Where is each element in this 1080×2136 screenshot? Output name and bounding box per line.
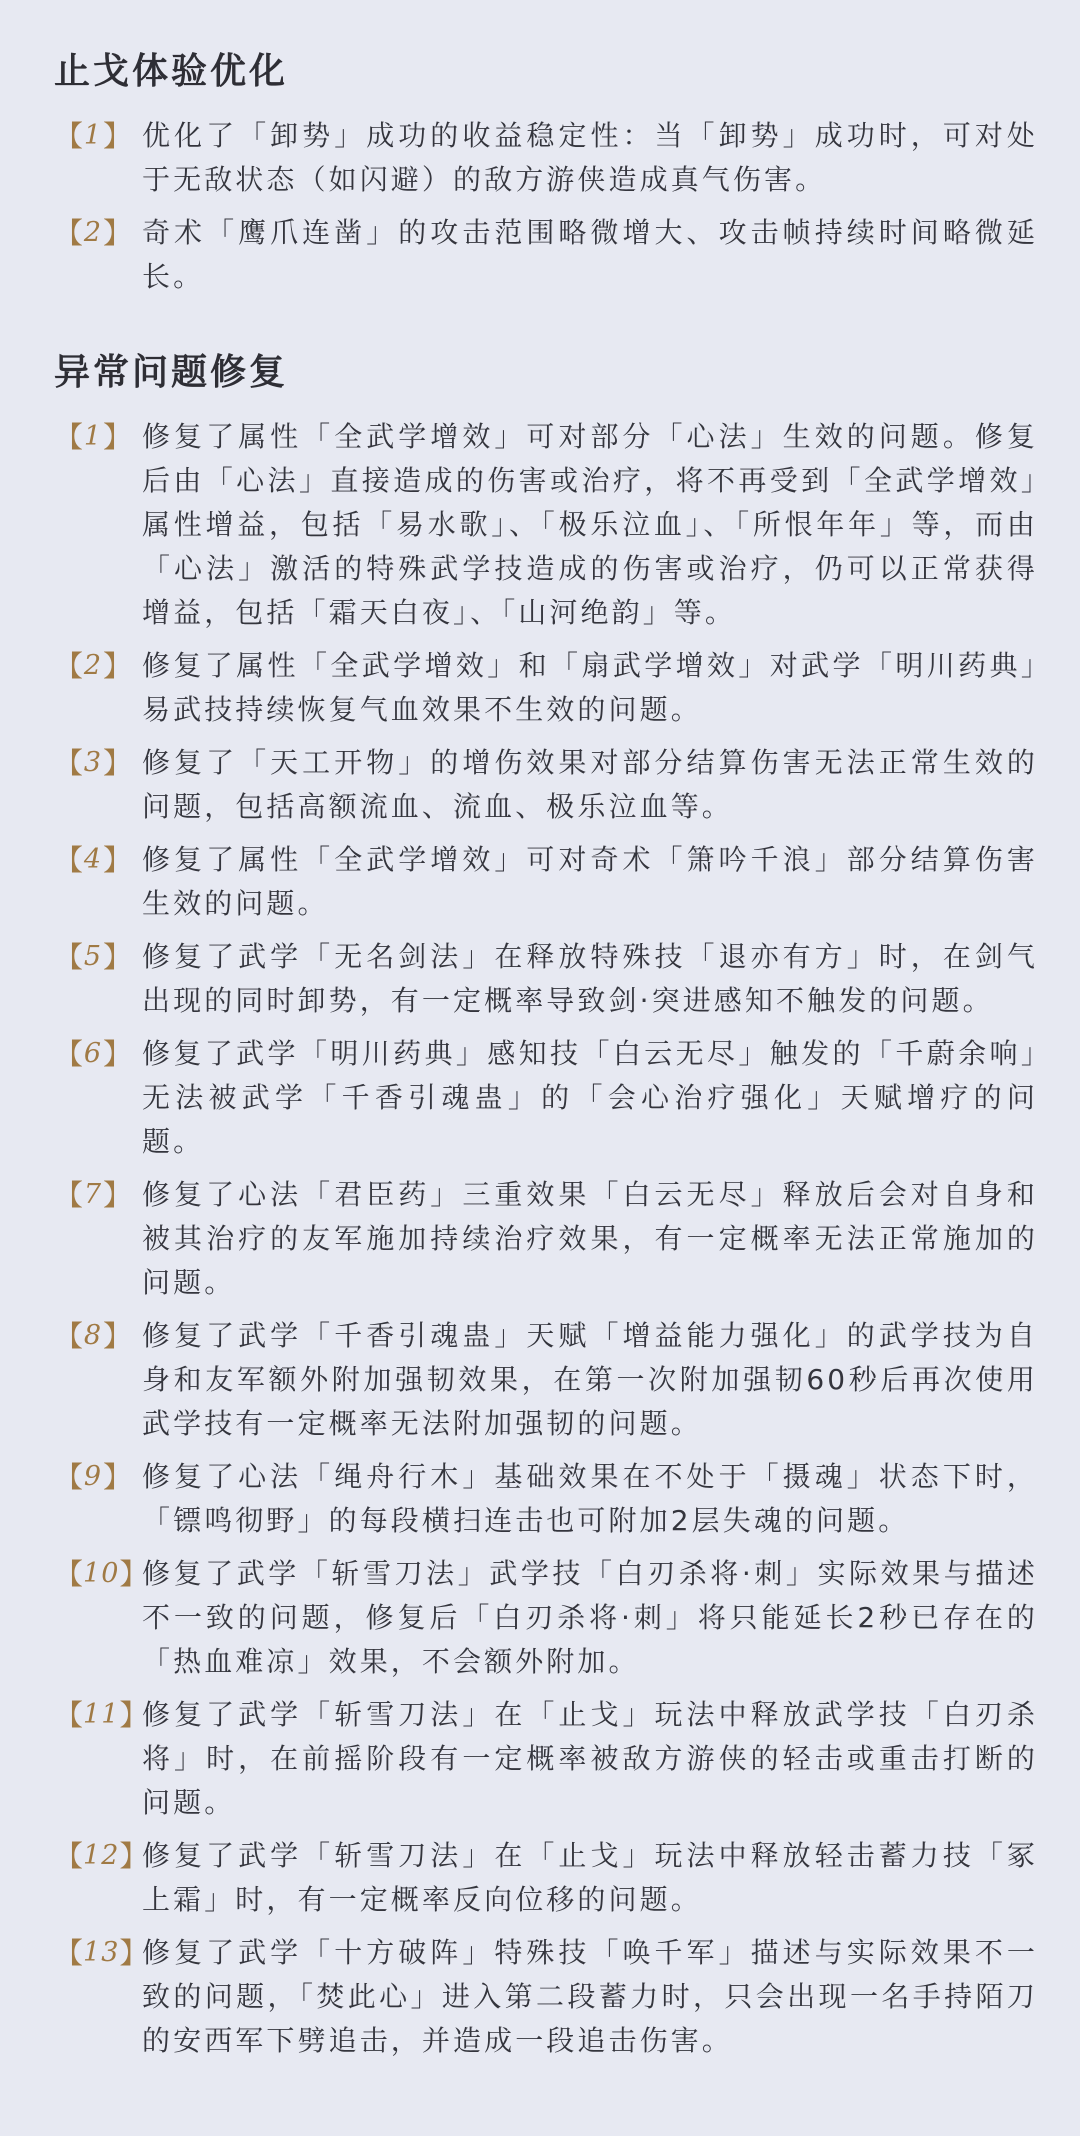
- left-bracket-icon: 【: [54, 1037, 84, 1071]
- item-number: [54, 1931, 149, 1975]
- list-item: [54, 415, 1038, 635]
- item-number: [54, 1032, 142, 1076]
- list-item: [54, 644, 1038, 732]
- list-item: [54, 838, 1038, 926]
- right-bracket-icon: 】: [102, 420, 132, 454]
- item-index: 2: [83, 217, 103, 248]
- item-index: 6: [83, 1038, 103, 1069]
- item-number: [54, 838, 142, 882]
- right-bracket-icon: 】: [102, 216, 132, 250]
- left-bracket-icon: 【: [54, 119, 84, 153]
- right-bracket-icon: 】: [102, 1460, 132, 1494]
- item-number: [54, 1552, 149, 1596]
- left-bracket-icon: 【: [54, 1839, 84, 1873]
- item-index: 1: [83, 421, 103, 452]
- left-bracket-icon: 【: [54, 1557, 84, 1591]
- item-index: 3: [83, 747, 103, 778]
- left-bracket-icon: 【: [54, 1460, 84, 1494]
- list-item: [54, 1693, 1038, 1825]
- item-number: [54, 741, 142, 785]
- left-bracket-icon: 【: [54, 1698, 84, 1732]
- list-item: [54, 935, 1038, 1023]
- item-index: 1: [83, 120, 103, 151]
- left-bracket-icon: 【: [54, 649, 84, 683]
- item-text: 修复了武学「千香引魂蛊」天赋「增益能力强化」的武学技为自身和友军额外附加强韧效果，在第一次附加强韧60秒后再次使用武学技有一定概率无法附加强韧的问题。: [142, 1319, 1038, 1440]
- list-item: [54, 1455, 1038, 1543]
- item-text: 修复了属性「全武学增效」和「扇武学增效」对武学「明川药典」易武技持续恢复气血效果不生效的问题。: [142, 649, 1038, 726]
- item-text: 修复了属性「全武学增效」可对奇术「箫吟千浪」部分结算伤害生效的问题。: [142, 843, 1038, 920]
- list-item: [54, 114, 1038, 202]
- list-item: [54, 1314, 1038, 1446]
- right-bracket-icon: 】: [102, 746, 132, 780]
- right-bracket-icon: 】: [102, 1178, 132, 1212]
- left-bracket-icon: 【: [54, 1319, 84, 1353]
- right-bracket-icon: 】: [102, 843, 132, 877]
- item-index: 11: [83, 1699, 120, 1730]
- right-bracket-icon: 】: [119, 1557, 149, 1591]
- item-index: 8: [83, 1320, 103, 1351]
- item-text: 修复了属性「全武学增效」可对部分「心法」生效的问题。修复后由「心法」直接造成的伤害或治疗，将不再受到「全武学增效」属性增益，包括「易水歌」、「极乐泣血」、「所恨年年」等，而由「心法」激活的特殊武学技造成的伤害或治疗，仍可以正常获得增益，包括「霜天白夜」、「山河绝韵」等。: [142, 420, 1038, 629]
- item-index: 4: [83, 844, 103, 875]
- right-bracket-icon: 】: [102, 649, 132, 683]
- item-index: 9: [83, 1461, 103, 1492]
- list-item: [54, 1173, 1038, 1305]
- item-index: 10: [83, 1558, 120, 1589]
- item-index: 13: [83, 1937, 120, 1968]
- list-item: [54, 1032, 1038, 1164]
- item-number: [54, 1173, 142, 1217]
- item-text: 修复了武学「斩雪刀法」武学技「白刃杀将·刺」实际效果与描述不一致的问题，修复后「白刃杀将·刺」将只能延长2秒已存在的「热血难凉」效果，不会额外附加。: [142, 1557, 1038, 1678]
- item-number: [54, 644, 142, 688]
- item-number: [54, 935, 142, 979]
- item-list: [54, 114, 1038, 299]
- list-item: [54, 1931, 1038, 2063]
- right-bracket-icon: 】: [102, 1037, 132, 1071]
- item-text: 修复了「天工开物」的增伤效果对部分结算伤害无法正常生效的问题，包括高额流血、流血、极乐泣血等。: [142, 746, 1038, 823]
- section-title: 止戈体验优化: [54, 51, 289, 92]
- item-text: 修复了武学「十方破阵」特殊技「唤千军」描述与实际效果不一致的问题，「焚此心」进入第二段蓄力时，只会出现一名手持陌刀的安西军下劈追击，并造成一段追击伤害。: [142, 1936, 1038, 2057]
- item-number: [54, 114, 142, 158]
- item-index: 7: [83, 1179, 103, 1210]
- section-title: 异常问题修复: [54, 352, 289, 393]
- item-number: [54, 211, 142, 255]
- right-bracket-icon: 】: [119, 1698, 149, 1732]
- item-text: 修复了武学「明川药典」感知技「白云无尽」触发的「千蔚余响」无法被武学「千香引魂蛊」的「会心治疗强化」天赋增疗的问题。: [142, 1037, 1038, 1158]
- item-text: 优化了「卸势」成功的收益稳定性：当「卸势」成功时，可对处于无敌状态（如闪避）的敌方游侠造成真气伤害。: [142, 119, 1038, 196]
- left-bracket-icon: 【: [54, 420, 84, 454]
- item-text: 修复了心法「君臣药」三重效果「白云无尽」释放后会对自身和被其治疗的友军施加持续治疗效果，有一定概率无法正常施加的问题。: [142, 1178, 1038, 1299]
- list-item: [54, 211, 1038, 299]
- left-bracket-icon: 【: [54, 940, 84, 974]
- right-bracket-icon: 】: [119, 1936, 149, 1970]
- list-item: [54, 1834, 1038, 1922]
- item-index: 5: [83, 941, 103, 972]
- right-bracket-icon: 】: [102, 940, 132, 974]
- list-item: [54, 1552, 1038, 1684]
- item-number: [54, 1693, 149, 1737]
- item-index: 12: [83, 1840, 120, 1871]
- item-text: 修复了武学「斩雪刀法」在「止戈」玩法中释放轻击蓄力技「冢上霜」时，有一定概率反向位移的问题。: [142, 1839, 1038, 1916]
- item-text: 修复了武学「斩雪刀法」在「止戈」玩法中释放武学技「白刃杀将」时，在前摇阶段有一定概率被敌方游侠的轻击或重击打断的问题。: [142, 1698, 1038, 1819]
- right-bracket-icon: 】: [119, 1839, 149, 1873]
- item-text: 奇术「鹰爪连凿」的攻击范围略微增大、攻击帧持续时间略微延长。: [142, 216, 1038, 293]
- item-text: 修复了武学「无名剑法」在释放特殊技「退亦有方」时，在剑气出现的同时卸势，有一定概率导致剑·突进感知不触发的问题。: [142, 940, 1038, 1017]
- item-list: [54, 415, 1038, 2063]
- left-bracket-icon: 【: [54, 843, 84, 877]
- right-bracket-icon: 】: [102, 1319, 132, 1353]
- left-bracket-icon: 【: [54, 746, 84, 780]
- right-bracket-icon: 】: [102, 119, 132, 153]
- section-combat-optimization: [54, 46, 1038, 299]
- item-number: [54, 1834, 149, 1878]
- item-text: 修复了心法「绳舟行木」基础效果在不处于「摄魂」状态下时，「镖鸣彻野」的每段横扫连击也可附加2层失魂的问题。: [142, 1460, 1038, 1537]
- left-bracket-icon: 【: [54, 1936, 84, 1970]
- list-item: [54, 741, 1038, 829]
- item-index: 2: [83, 650, 103, 681]
- left-bracket-icon: 【: [54, 1178, 84, 1212]
- item-number: [54, 1314, 142, 1358]
- left-bracket-icon: 【: [54, 216, 84, 250]
- item-number: [54, 1455, 142, 1499]
- item-number: [54, 415, 142, 459]
- section-bug-fixes: [54, 347, 1038, 2063]
